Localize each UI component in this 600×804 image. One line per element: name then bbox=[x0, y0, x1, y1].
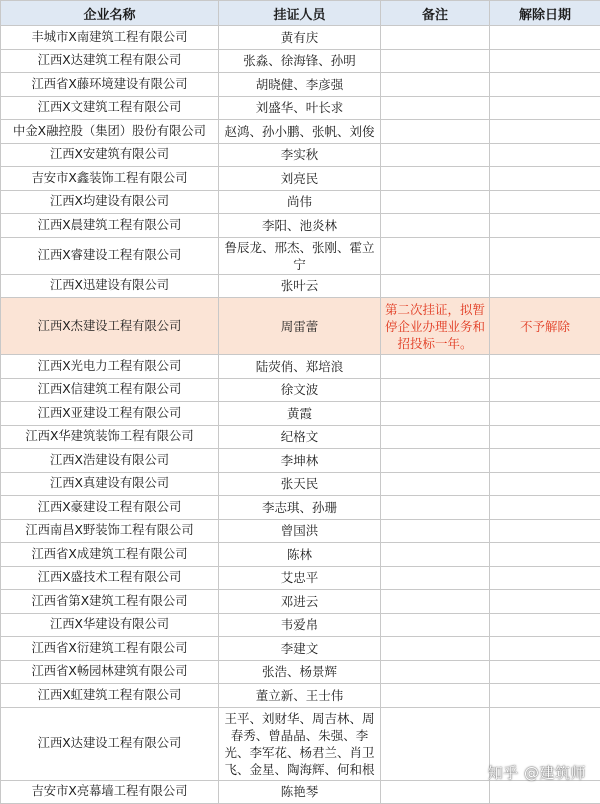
table-row bbox=[1, 143, 600, 167]
company-cell: 江西X华建筑装饰工程有限公司 bbox=[1, 425, 219, 449]
company-cell: 丰城市X南建筑工程有限公司 bbox=[1, 26, 219, 50]
company-cell: 江西X晨建筑工程有限公司 bbox=[1, 214, 219, 238]
note-cell bbox=[381, 449, 490, 473]
date-cell bbox=[490, 472, 600, 496]
note-cell bbox=[381, 637, 490, 661]
company-cell: 江西X虹建筑工程有限公司 bbox=[1, 684, 219, 708]
note-cell bbox=[381, 355, 490, 379]
company-cell: 江西X华建设有限公司 bbox=[1, 613, 219, 637]
table-row bbox=[1, 590, 600, 614]
table-row bbox=[1, 449, 600, 473]
persons-cell: 董立新、王士伟 bbox=[219, 684, 381, 708]
table-row bbox=[1, 543, 600, 567]
date-cell bbox=[490, 190, 600, 214]
company-cell: 江西X迅建设有限公司 bbox=[1, 274, 219, 298]
header-note: 备注 bbox=[381, 1, 490, 26]
note-cell bbox=[381, 214, 490, 238]
note-cell bbox=[381, 543, 490, 567]
header-company: 企业名称 bbox=[1, 1, 219, 26]
date-cell bbox=[490, 660, 600, 684]
table-row bbox=[1, 613, 600, 637]
company-cell: 江西省X成建筑工程有限公司 bbox=[1, 543, 219, 567]
note-cell: 第二次挂证，拟暂停企业办理业务和招投标一年。 bbox=[381, 298, 490, 355]
date-cell bbox=[490, 590, 600, 614]
note-cell bbox=[381, 472, 490, 496]
note-cell bbox=[381, 707, 490, 780]
note-cell bbox=[381, 49, 490, 73]
persons-cell: 胡晓健、李彦强 bbox=[219, 73, 381, 97]
note-cell bbox=[381, 190, 490, 214]
date-cell bbox=[490, 49, 600, 73]
company-cell: 吉安市X亮幕墙工程有限公司 bbox=[1, 780, 219, 804]
company-cell: 江西X浩建设有限公司 bbox=[1, 449, 219, 473]
note-cell bbox=[381, 780, 490, 804]
note-cell bbox=[381, 143, 490, 167]
company-cell: 中金X融控股（集团）股份有限公司 bbox=[1, 120, 219, 144]
table-row bbox=[1, 298, 600, 355]
persons-cell: 曾国洪 bbox=[219, 519, 381, 543]
header-persons: 挂证人员 bbox=[219, 1, 381, 26]
header-row bbox=[1, 1, 600, 26]
date-cell bbox=[490, 26, 600, 50]
table-row bbox=[1, 237, 600, 274]
watermark: 知乎 @建筑师 bbox=[488, 762, 586, 783]
note-cell bbox=[381, 402, 490, 426]
table-row bbox=[1, 355, 600, 379]
persons-cell: 陈艳琴 bbox=[219, 780, 381, 804]
table-row bbox=[1, 472, 600, 496]
date-cell bbox=[490, 96, 600, 120]
date-cell bbox=[490, 425, 600, 449]
date-cell bbox=[490, 402, 600, 426]
company-cell: 江西X安建筑有限公司 bbox=[1, 143, 219, 167]
table-row bbox=[1, 274, 600, 298]
date-cell bbox=[490, 496, 600, 520]
company-cell: 江西X真建设有限公司 bbox=[1, 472, 219, 496]
persons-cell: 艾忠平 bbox=[219, 566, 381, 590]
table-row bbox=[1, 378, 600, 402]
persons-cell: 李建文 bbox=[219, 637, 381, 661]
persons-cell: 陆荧俏、郑培浪 bbox=[219, 355, 381, 379]
note-cell bbox=[381, 590, 490, 614]
table-row bbox=[1, 496, 600, 520]
table-row bbox=[1, 660, 600, 684]
note-cell bbox=[381, 120, 490, 144]
persons-cell: 韦爱帛 bbox=[219, 613, 381, 637]
table-row bbox=[1, 425, 600, 449]
table-body bbox=[1, 26, 600, 804]
company-cell: 江西X信建筑工程有限公司 bbox=[1, 378, 219, 402]
persons-cell: 李实秋 bbox=[219, 143, 381, 167]
persons-cell: 陈林 bbox=[219, 543, 381, 567]
note-cell bbox=[381, 73, 490, 97]
date-cell bbox=[490, 274, 600, 298]
company-cell: 江西南昌X野装饰工程有限公司 bbox=[1, 519, 219, 543]
table-row bbox=[1, 214, 600, 238]
persons-cell: 赵鸿、孙小鹏、张帆、刘俊 bbox=[219, 120, 381, 144]
note-cell bbox=[381, 237, 490, 274]
note-cell bbox=[381, 566, 490, 590]
company-cell: 江西省X畅园林建筑有限公司 bbox=[1, 660, 219, 684]
date-cell bbox=[490, 637, 600, 661]
company-cell: 江西X豪建设工程有限公司 bbox=[1, 496, 219, 520]
company-cell: 江西X盛技术工程有限公司 bbox=[1, 566, 219, 590]
persons-cell: 李阳、池炎林 bbox=[219, 214, 381, 238]
date-cell bbox=[490, 613, 600, 637]
persons-cell: 张淼、徐海锋、孙明 bbox=[219, 49, 381, 73]
table-row bbox=[1, 637, 600, 661]
persons-cell: 黄霞 bbox=[219, 402, 381, 426]
date-cell bbox=[490, 237, 600, 274]
table-row bbox=[1, 73, 600, 97]
date-cell bbox=[490, 519, 600, 543]
note-cell bbox=[381, 684, 490, 708]
header-date: 解除日期 bbox=[490, 1, 600, 26]
date-cell bbox=[490, 143, 600, 167]
persons-cell: 徐文波 bbox=[219, 378, 381, 402]
date-cell bbox=[490, 73, 600, 97]
date-cell bbox=[490, 120, 600, 144]
note-cell bbox=[381, 96, 490, 120]
company-cell: 江西X亚建设工程有限公司 bbox=[1, 402, 219, 426]
persons-cell: 刘盛华、叶长求 bbox=[219, 96, 381, 120]
company-cell: 江西X达建设工程有限公司 bbox=[1, 707, 219, 780]
table-row bbox=[1, 684, 600, 708]
date-cell bbox=[490, 543, 600, 567]
date-cell bbox=[490, 449, 600, 473]
date-cell bbox=[490, 214, 600, 238]
table-row bbox=[1, 96, 600, 120]
date-cell bbox=[490, 566, 600, 590]
company-cell: 吉安市X鑫装饰工程有限公司 bbox=[1, 167, 219, 191]
note-cell bbox=[381, 167, 490, 191]
table-row bbox=[1, 167, 600, 191]
company-cell: 江西省第X建筑工程有限公司 bbox=[1, 590, 219, 614]
persons-cell: 张浩、杨景辉 bbox=[219, 660, 381, 684]
date-cell bbox=[490, 167, 600, 191]
persons-cell: 王平、刘财华、周吉林、周春秀、曾晶晶、朱强、李光、李军花、杨君兰、肖卫飞、金星、陶海辉、何和根 bbox=[219, 707, 381, 780]
company-cell: 江西X光电力工程有限公司 bbox=[1, 355, 219, 379]
persons-cell: 张叶云 bbox=[219, 274, 381, 298]
persons-cell: 鲁辰龙、邢杰、张刚、霍立宁 bbox=[219, 237, 381, 274]
date-cell bbox=[490, 684, 600, 708]
table-row bbox=[1, 780, 600, 804]
note-cell bbox=[381, 425, 490, 449]
table-row bbox=[1, 120, 600, 144]
company-cell: 江西X达建筑工程有限公司 bbox=[1, 49, 219, 73]
note-cell bbox=[381, 660, 490, 684]
date-cell bbox=[490, 780, 600, 804]
note-cell bbox=[381, 26, 490, 50]
table-row bbox=[1, 519, 600, 543]
company-cell: 江西X杰建设工程有限公司 bbox=[1, 298, 219, 355]
company-cell: 江西省X衍建筑工程有限公司 bbox=[1, 637, 219, 661]
note-cell bbox=[381, 613, 490, 637]
persons-cell: 刘亮民 bbox=[219, 167, 381, 191]
date-cell bbox=[490, 355, 600, 379]
persons-cell: 黄有庆 bbox=[219, 26, 381, 50]
persons-cell: 邓进云 bbox=[219, 590, 381, 614]
table-row bbox=[1, 402, 600, 426]
note-cell bbox=[381, 274, 490, 298]
company-cell: 江西X文建筑工程有限公司 bbox=[1, 96, 219, 120]
company-cell: 江西X睿建设工程有限公司 bbox=[1, 237, 219, 274]
note-cell bbox=[381, 496, 490, 520]
table-row bbox=[1, 190, 600, 214]
table-row bbox=[1, 26, 600, 50]
table-row bbox=[1, 49, 600, 73]
date-cell: 不予解除 bbox=[490, 298, 600, 355]
company-cell: 江西X均建设有限公司 bbox=[1, 190, 219, 214]
persons-cell: 周雷蕾 bbox=[219, 298, 381, 355]
date-cell bbox=[490, 378, 600, 402]
persons-cell: 李志琪、孙珊 bbox=[219, 496, 381, 520]
persons-cell: 纪格文 bbox=[219, 425, 381, 449]
persons-cell: 尚伟 bbox=[219, 190, 381, 214]
persons-cell: 张天民 bbox=[219, 472, 381, 496]
note-cell bbox=[381, 519, 490, 543]
note-cell bbox=[381, 378, 490, 402]
table-row bbox=[1, 566, 600, 590]
company-cell: 江西省X藤环境建设有限公司 bbox=[1, 73, 219, 97]
persons-cell: 李坤林 bbox=[219, 449, 381, 473]
